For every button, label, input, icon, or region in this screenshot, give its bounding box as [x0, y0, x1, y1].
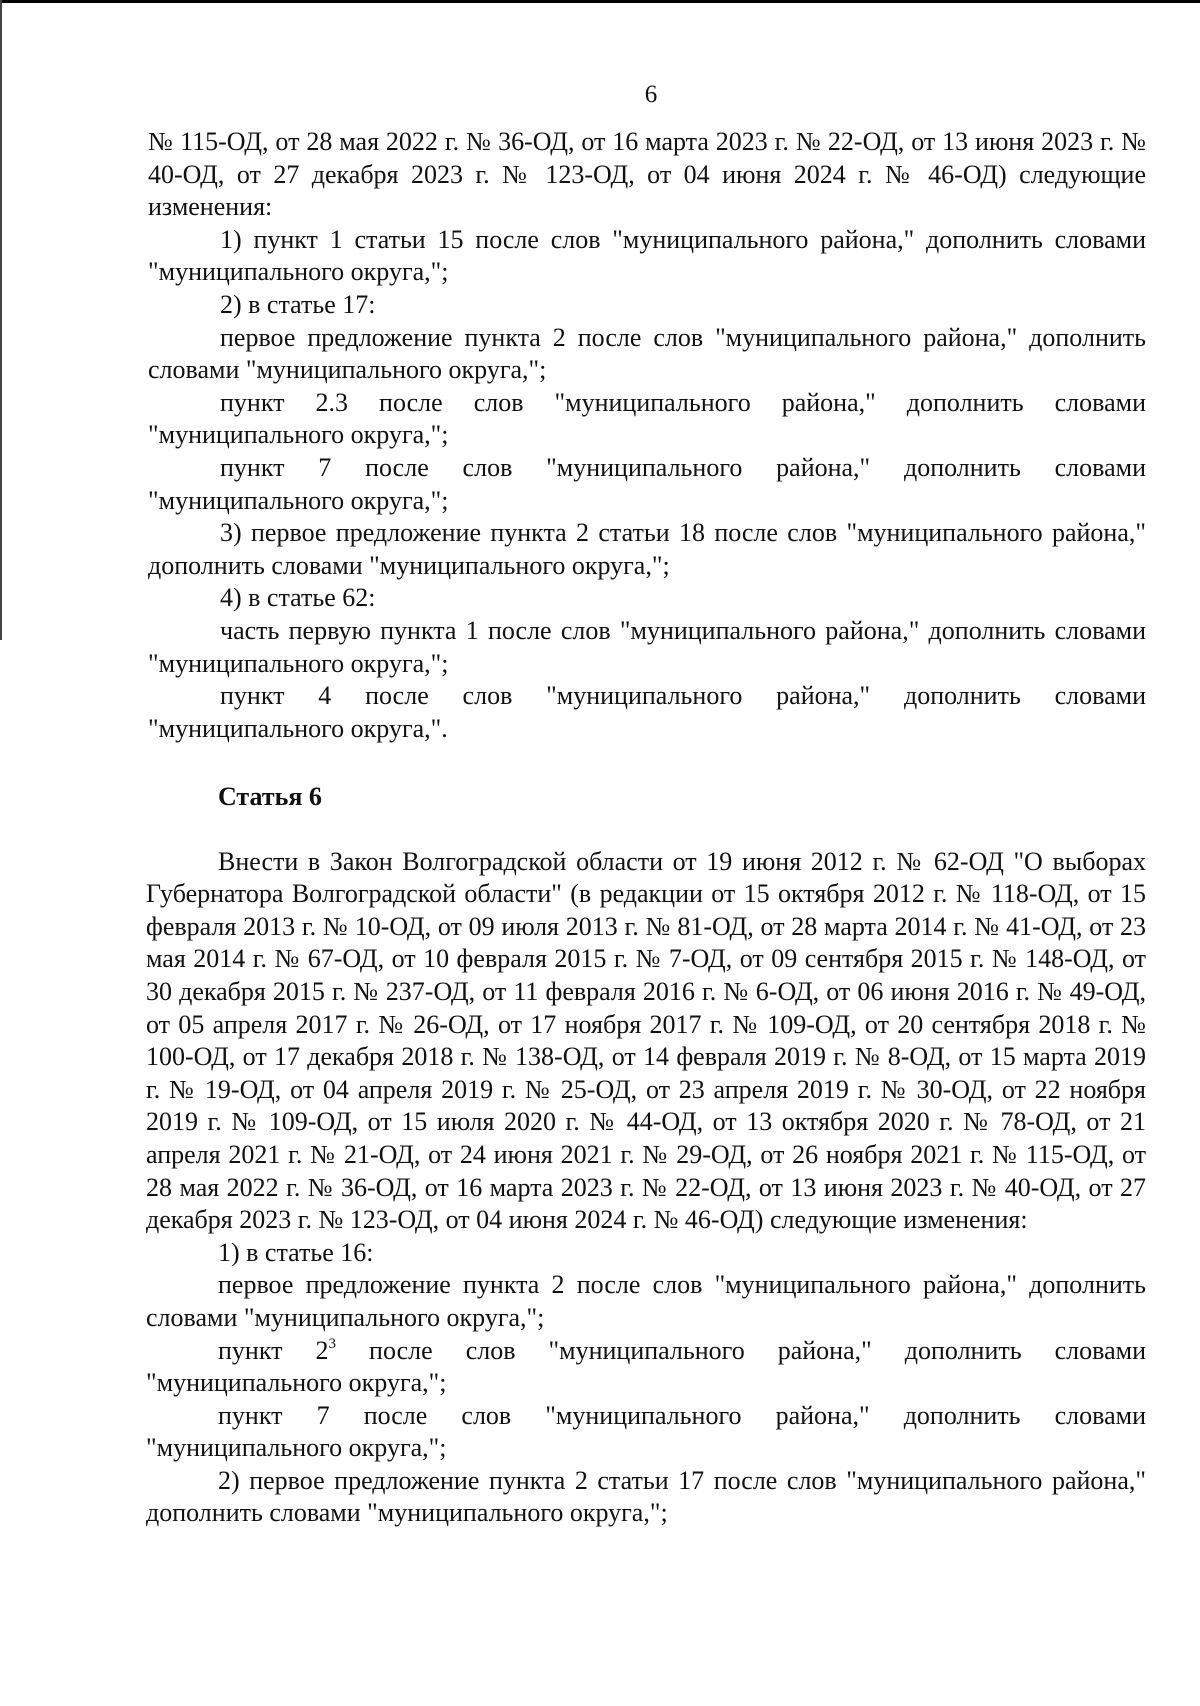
article-heading: Статья 6 — [218, 782, 322, 811]
article-intro-paragraph: Внести в Закон Волгоградской области от 19 июня 2012 г. № 62-ОД "О выборах Губернатора Волгоградской области" (в редакции от 15 октября 2012 г. № 118-ОД, от 15 февраля 2013 г. № 10-ОД, от 09 июля 2013 г. № 81-ОД, от 28 марта 2014 г. № 41-ОД, от 23 мая 2014 г. № 67-ОД, от 10 февраля 2015 г. № 7-ОД, от 09 сентября 2015 г. № 148-ОД, от 30 декабря 2015 г. № 237-ОД, от 11 февраля 2016 г. № 6-ОД, от 06 июня 2016 г. № 49-ОД, от 05 апреля 2017 г. № 26-ОД, от 17 ноября 2017 г. № 109-ОД, от 20 сентября 2018 г. № 100-ОД, от 17 декабря 2018 г. № 138-ОД, от 14 февраля 2019 г. № 8-ОД, от 15 марта 2019 г. № 19-ОД, от 04 апреля 2019 г. № 25-ОД, от 23 апреля 2019 г. № 30-ОД, от 22 ноября 2019 г. № 109-ОД, от 15 июля 2020 г. № 44-ОД, от 13 октября 2020 г. № 78-ОД, от 21 апреля 2021 г. № 21-ОД, от 24 июня 2021 г. № 29-ОД, от 26 ноября 2021 г. № 115-ОД, от 28 мая 2022 г. № 36-ОД, от 16 марта 2023 г. № 22-ОД, от 13 июня 2023 г. № 40-ОД, от 27 декабря 2023 г. № 123-ОД, от 04 июня 2024 г. № 46-ОД) следующие изменения: — [146, 846, 1146, 1235]
paragraph-item-4b: пункт 4 после слов "муниципального района," дополнить словами "муниципального округа,". — [148, 681, 1146, 743]
paragraph-item-3: 3) первое предложение пункта 2 статьи 18 после слов "муниципального района," дополнить словами "муниципального округа,"; — [148, 518, 1146, 580]
paragraph-item-1: 1) пункт 1 статьи 15 после слов "муниципального района," дополнить словами "муниципального округа,"; — [148, 224, 1146, 287]
article-item-1c: пункт 7 после слов "муниципального района," дополнить словами "муниципального округа,"; — [146, 1400, 1146, 1463]
item-1b-superscript: 3 — [328, 1335, 337, 1352]
page-number: 6 — [644, 81, 658, 108]
article-6-section — [146, 781, 1146, 1530]
item-1b-prefix: пункт 2 — [218, 1335, 329, 1365]
paragraph-item-4: 4) в статье 62: — [220, 583, 376, 613]
article-item-1: 1) в статье 16: — [218, 1237, 374, 1267]
article-item-1a: первое предложение пункта 2 после слов "муниципального района," дополнить словами "муниципального округа,"; — [146, 1270, 1146, 1332]
paragraph-item-4a: часть первую пункта 1 после слов "муниципального района," дополнить словами "муниципального округа,"; — [148, 615, 1146, 678]
continuation-text — [148, 126, 1146, 745]
paragraph-item-2a: первое предложение пункта 2 после слов "муниципального района," дополнить словами "муниципального округа,"; — [148, 322, 1146, 385]
paragraph-item-2c: пункт 7 после слов "муниципального района," дополнить словами "муниципального округа,"; — [148, 452, 1146, 515]
paragraph-item-2: 2) в статье 17: — [220, 289, 376, 319]
paragraph-item-2b: пункт 2.3 после слов "муниципального района," дополнить словами "муниципального округа,"; — [148, 387, 1146, 450]
scan-top-edge — [0, 0, 1200, 3]
paragraph-continuation: № 115-ОД, от 28 мая 2022 г. № 36-ОД, от 16 марта 2023 г. № 22-ОД, от 13 июня 2023 г. № 40-ОД, от 27 декабря 2023 г. № 123-ОД, от 04 июня 2024 г. № 46-ОД) следующие изменения: — [148, 127, 1146, 222]
article-item-1b — [146, 1335, 1146, 1400]
article-item-2: 2) первое предложение пункта 2 статьи 17 после слов "муниципального района," дополнить словами "муниципального округа,"; — [146, 1465, 1146, 1528]
item-1b-suffix: после слов "муниципального района," дополнить словами "муниципального округа,"; — [146, 1335, 1146, 1398]
